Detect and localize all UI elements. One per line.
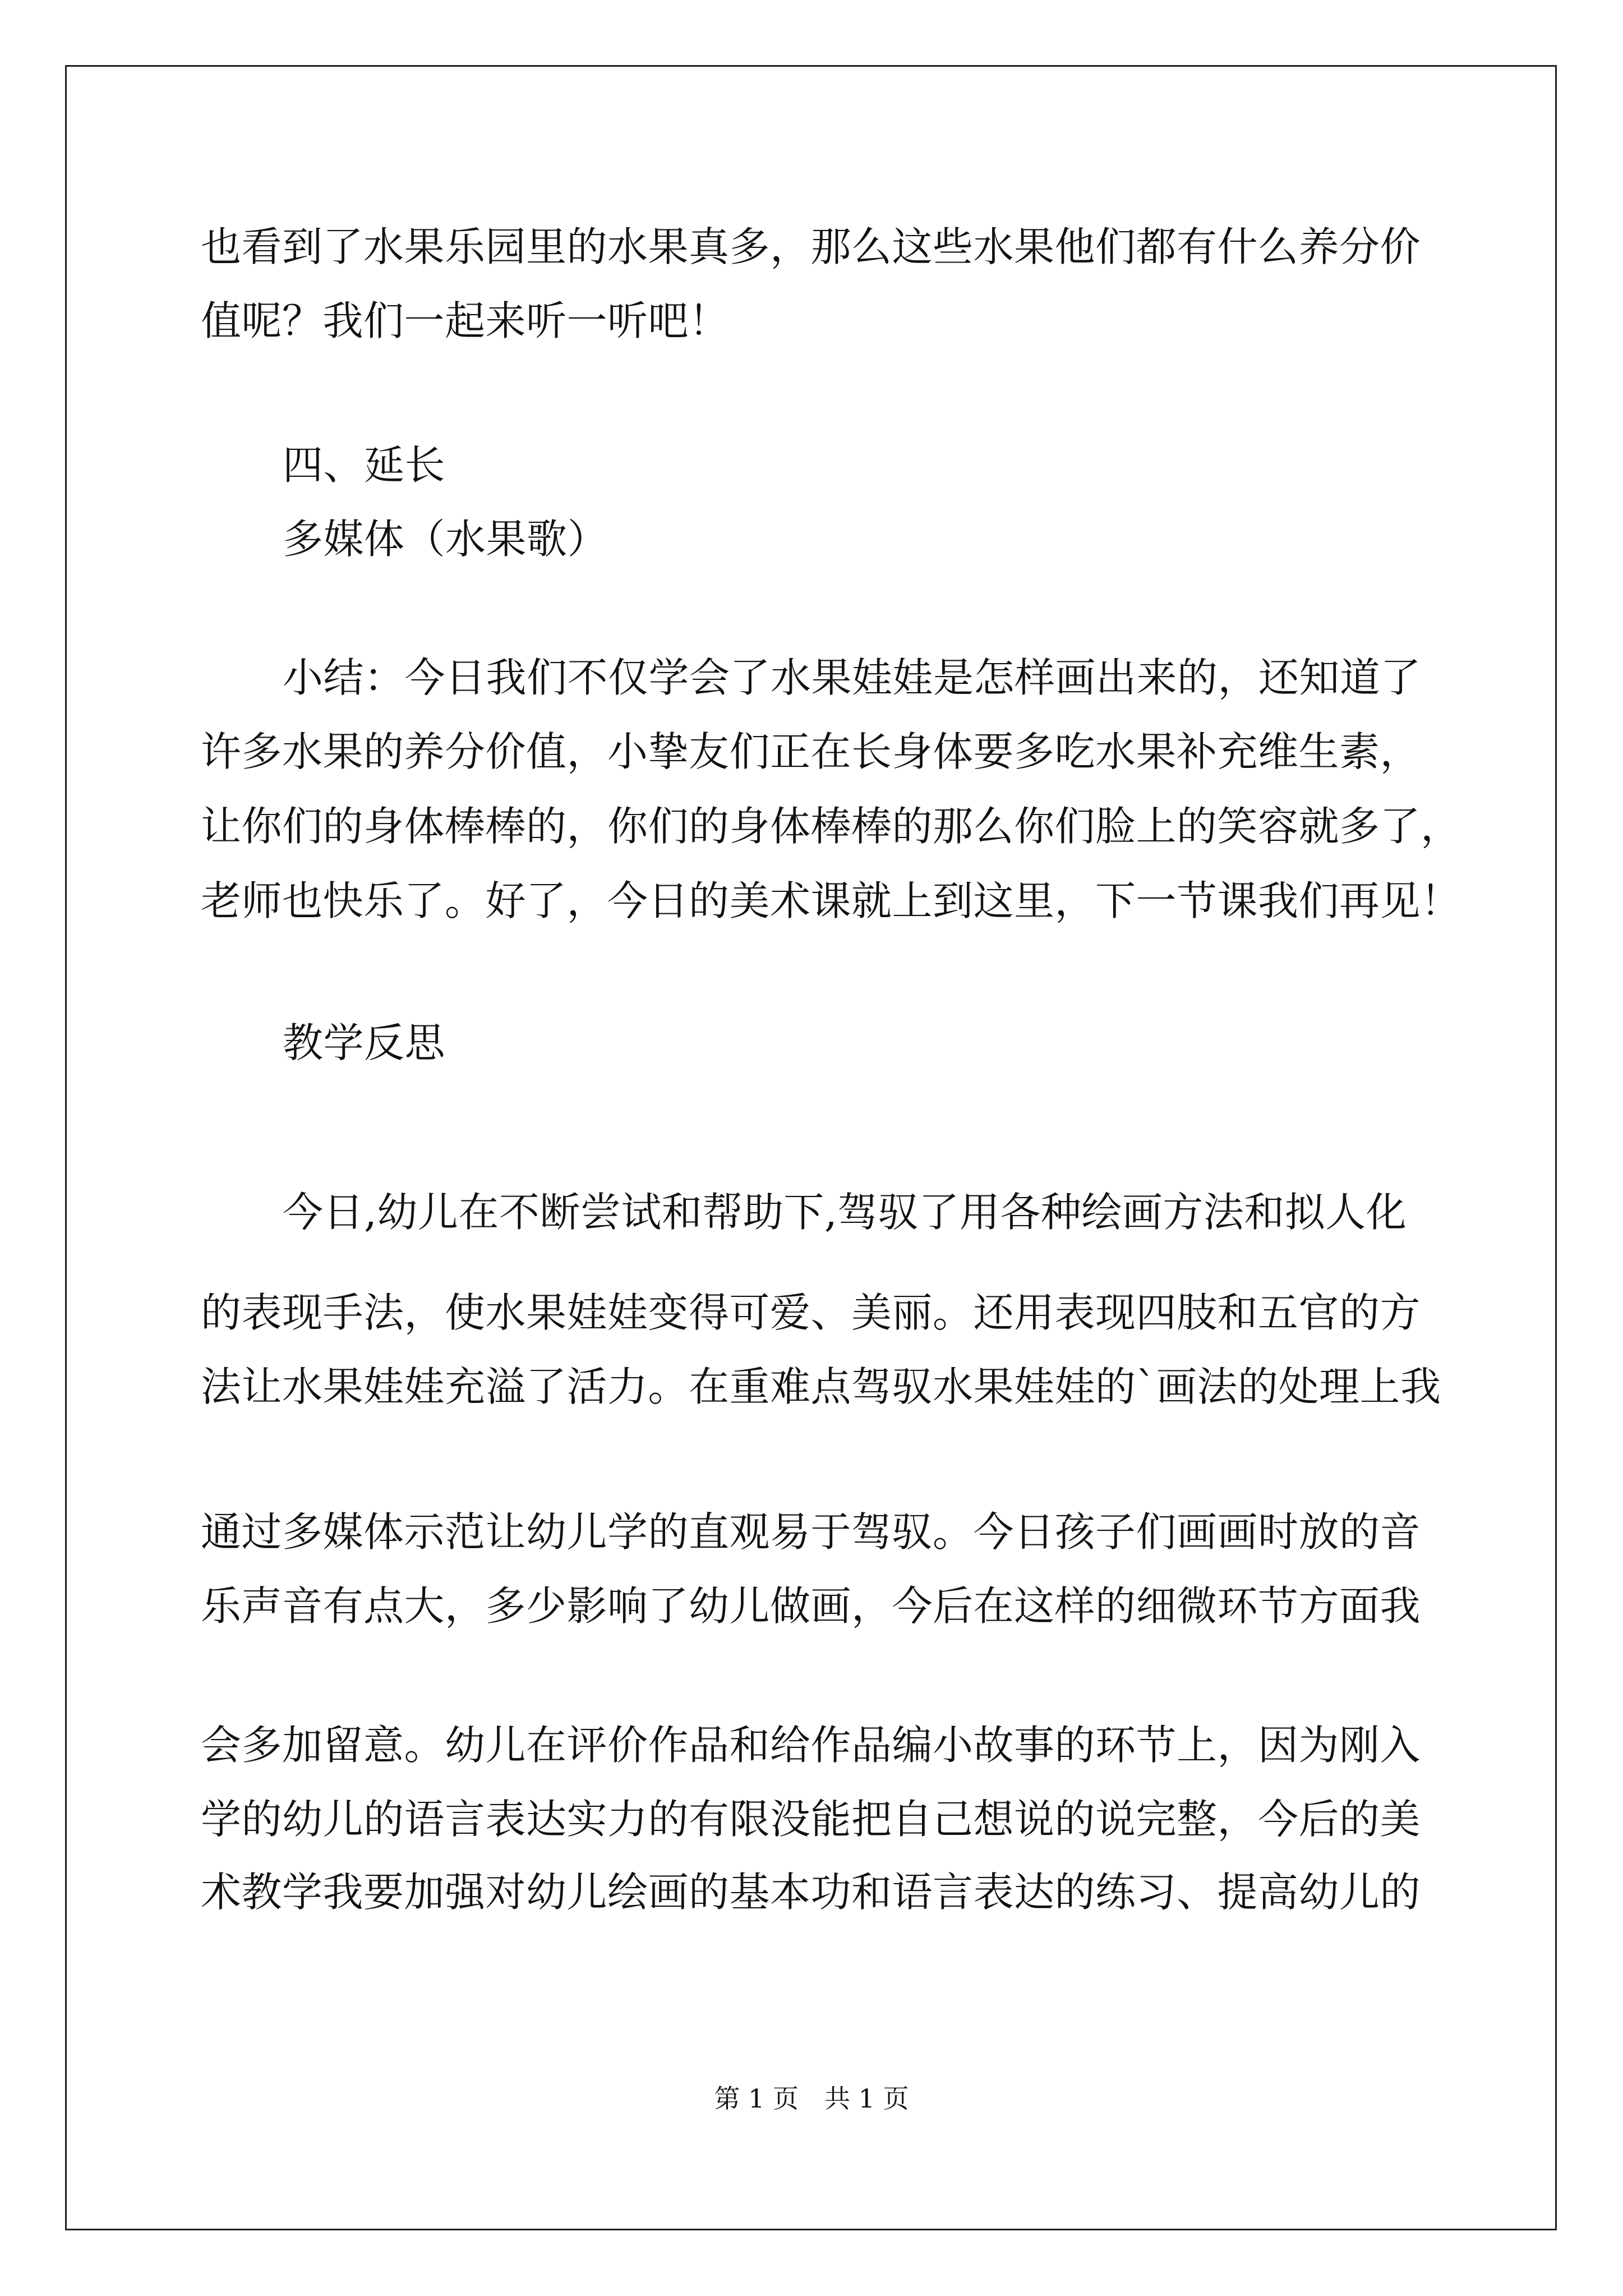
text-line: 术教学我要加强对幼儿绘画的基本功和语言表达的练习、提高幼儿的 [201,1869,1421,1916]
text-line: 让你们的身体棒棒的，你们的身体棒棒的那么你们脸上的笑容就多了， [201,803,1461,850]
text-line: 小结：今日我们不仅学会了水果娃娃是怎样画出来的，还知道了 [283,654,1422,701]
text-line: 也看到了水果乐园里的水果真多，那么这些水果他们都有什么养分价 [201,223,1421,270]
text-line: 会多加留意。幼儿在评价作品和给作品编小故事的环节上，因为刚入 [201,1722,1421,1769]
section-heading: 教学反思 [283,1019,446,1066]
text-line: 的表现手法，使水果娃娃变得可爱、美丽。还用表现四肢和五官的方 [201,1289,1421,1336]
text-line: 值呢？我们一起来听一听吧！ [201,297,730,344]
text-line: 多媒体（水果歌） [283,516,608,563]
text-line: 乐声音有点大，多少影响了幼儿做画，今后在这样的细微环节方面我 [201,1582,1421,1630]
text-line: 老师也快乐了。好了，今日的美术课就上到这里，下一节课我们再见！ [201,877,1461,924]
text-line: 学的幼儿的语言表达实力的有限没能把自己想说的说完整，今后的美 [201,1796,1421,1843]
text-line: 许多水果的养分价值，小挚友们正在长身体要多吃水果补充维生素， [201,728,1421,775]
text-line: 法让水果娃娃充溢了活力。在重难点驾驭水果娃娃的`画法的处理上我 [201,1363,1441,1410]
text-line: 通过多媒体示范让幼儿学的直观易于驾驭。今日孩子们画画时放的音 [201,1508,1421,1556]
section-heading: 四、延长 [283,441,446,489]
page-footer: 第 1 页 共 1 页 [714,2083,909,2114]
text-line: 今日,幼儿在不断尝试和帮助下,驾驭了用各种绘画方法和拟人化 [283,1189,1407,1236]
